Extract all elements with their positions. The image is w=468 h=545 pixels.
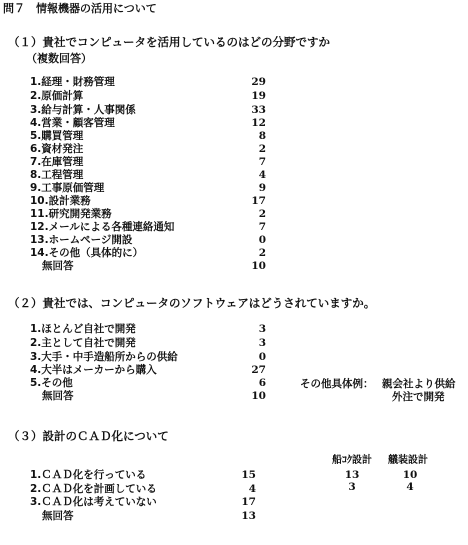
- list-item-value: 8: [258, 130, 266, 142]
- q2-other-line1: 親会社より供給: [382, 378, 456, 390]
- list-item-outfitting-value: 10: [402, 469, 418, 481]
- list-item-label: 13.ホームページ開設: [30, 234, 133, 246]
- list-item-value: 2: [258, 247, 266, 259]
- list-item-value: 12: [251, 117, 266, 129]
- list-item-label: 4.大半はメーカーから購入: [30, 364, 157, 376]
- list-item-value: 6: [258, 377, 266, 389]
- list-item-label: 7.在庫管理: [30, 156, 84, 168]
- q3-col-header-outfitting: 艤装設計: [388, 455, 428, 466]
- list-item-value: 17: [251, 195, 266, 207]
- list-item-label: 2.原価計算: [30, 90, 84, 102]
- list-item-label: 2.ＣＡＤ化を計画している: [30, 483, 157, 495]
- list-item-value: 10: [251, 260, 266, 272]
- list-item-label: 12.メールによる各種連絡通知: [30, 221, 175, 233]
- list-item-value: 27: [251, 364, 266, 376]
- list-item-outfitting-value: 4: [406, 481, 414, 493]
- list-item-value: 17: [241, 496, 256, 508]
- list-item-label: 3.給与計算・人事関係: [30, 104, 136, 116]
- q1-question: （１）貴社でコンピュータを活用しているのはどの分野ですか: [8, 35, 330, 49]
- list-item-label: 11.研究開発業務: [30, 208, 112, 220]
- list-item-value: 3: [258, 337, 266, 349]
- list-item-value: 29: [251, 76, 266, 88]
- list-item-label: 6.資材発注: [30, 143, 84, 155]
- q1-note: （複数回答）: [26, 52, 92, 65]
- list-item-label: 10.設計業務: [30, 195, 91, 207]
- list-item-value: 4: [258, 169, 266, 181]
- list-item-label: 1.ほとんど自社で開発: [30, 323, 136, 335]
- list-item-value: 9: [258, 182, 266, 194]
- list-item-label: 8.工程管理: [30, 169, 84, 181]
- list-item-hull-value: 3: [348, 481, 356, 493]
- list-item-value: 15: [241, 469, 256, 481]
- list-item-label: 3.ＣＡＤ化は考えていない: [30, 496, 157, 508]
- list-item-label: 1.ＣＡＤ化を行っている: [30, 469, 147, 481]
- list-item-label: 無回答: [42, 510, 74, 522]
- list-item-hull-value: 13: [344, 469, 360, 481]
- list-item-label: 1.経理・財務管理: [30, 76, 115, 88]
- list-item-label: 5.その他: [30, 377, 73, 389]
- list-item-value: 7: [258, 221, 266, 233]
- list-item-label: 無回答: [42, 260, 74, 272]
- list-item-label: 14.その他（具体的に）: [30, 247, 144, 259]
- q2-question: （２）貴社では、コンピュータのソフトウェアはどうされていますか。: [8, 296, 376, 310]
- list-item-label: 3.大手・中手造船所からの供給: [30, 351, 178, 363]
- list-item-value: 3: [258, 323, 266, 335]
- q2-other-label: その他具体例：: [300, 378, 374, 390]
- list-item-label: 9.工事原価管理: [30, 182, 105, 194]
- q2-other-line2: 外注で開発: [392, 391, 445, 403]
- list-item-label: 5.購買管理: [30, 130, 84, 142]
- list-item-value: 19: [251, 90, 266, 102]
- list-item-value: 10: [251, 390, 266, 402]
- list-item-value: 33: [251, 104, 266, 116]
- list-item-label: 4.営業・顧客管理: [30, 117, 115, 129]
- list-item-value: 0: [258, 351, 266, 363]
- list-item-value: 4: [248, 483, 256, 495]
- list-item-value: 2: [258, 208, 266, 220]
- list-item-value: 7: [258, 156, 266, 168]
- list-item-value: 2: [258, 143, 266, 155]
- list-item-label: 無回答: [42, 390, 74, 402]
- q3-question: （３）設計のＣＡＤ化について: [8, 429, 169, 443]
- list-item-value: 0: [258, 234, 266, 246]
- list-item-label: 2.主として自社で開発: [30, 337, 136, 349]
- q3-col-header-hull: 船ｺｸ設計: [332, 455, 372, 466]
- list-item-value: 13: [241, 510, 256, 522]
- page-title: 問７ 情報機器の活用について: [3, 2, 157, 15]
